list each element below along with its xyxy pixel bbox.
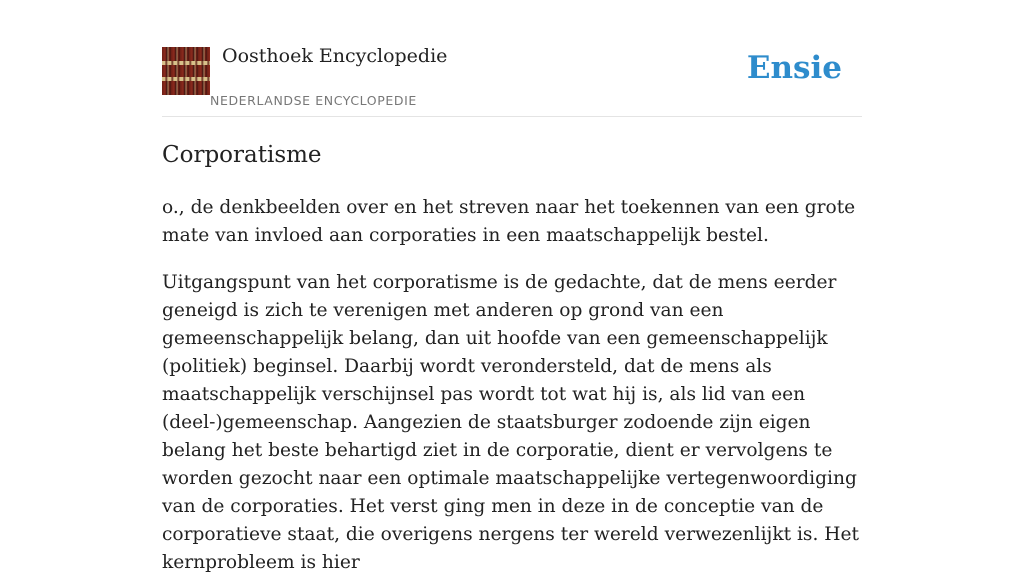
source-subtitle: NEDERLANDSE ENCYCLOPEDIE <box>210 93 417 108</box>
books-icon <box>162 47 210 95</box>
ensie-logo-link[interactable]: Ensie <box>746 50 842 86</box>
book-band-bottom <box>162 77 210 81</box>
book-band-top <box>162 61 210 65</box>
article <box>162 140 862 577</box>
encyclopedia-books-avatar[interactable] <box>162 47 210 95</box>
article-paragraph-2: Uitgangspunt van het corporatisme is de gedachte, dat de mens eerder geneigd is zich te verenigen met anderen op grond van een gemeenschappelijk belang, dan uit hoofde van een gemeenschappelijk (politiek) beginsel. Daarbij wordt verondersteld, dat de mens als maatschappelijk verschijnsel pas wordt tot wat hij is, als lid van een (deel-)gemeenschap. Aangezien de staatsburger zodoende zijn eigen belang het beste behartigd ziet in de corporatie, dient er vervolgens te worden gezocht naar een optimale maatschappelijke vertegenwoordiging van de corporaties. Het verst ging men in deze in de conceptie van de corporatieve staat, die overigens nergens ter wereld verwezenlijkt is. Het kernprobleem is hier <box>162 272 859 573</box>
site-header <box>162 0 862 117</box>
source-name-link[interactable]: Oosthoek Encyclopedie <box>222 45 448 67</box>
article-paragraph-1: o., de denkbeelden over en het streven naar het toekennen van een grote mate van invloed aan corporaties in een maatschappelijk bestel. <box>162 197 856 246</box>
article-title: Corporatisme <box>162 142 322 168</box>
